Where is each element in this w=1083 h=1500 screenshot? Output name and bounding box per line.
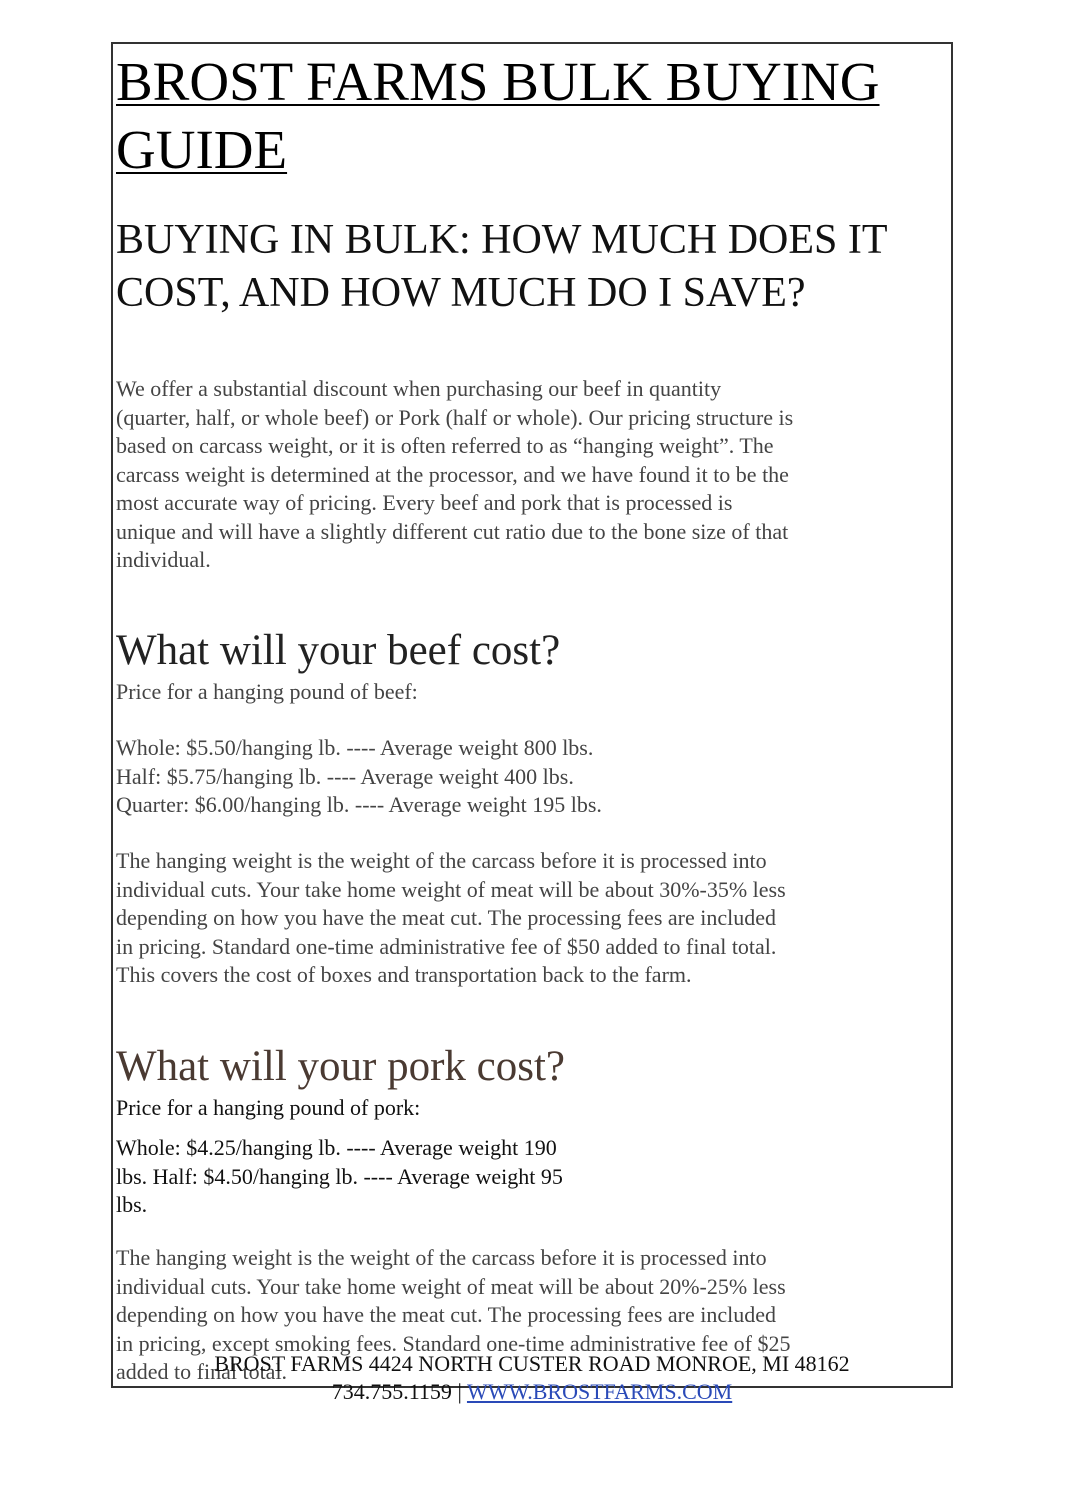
beef-note-line: individual cuts. Your take home weight of meat will be about 30%-35% less: [116, 876, 786, 902]
intro-line: most accurate way of pricing. Every beef and pork that is processed is: [116, 490, 733, 515]
beef-note-line: The hanging weight is the weight of the carcass before it is processed into: [116, 848, 767, 873]
pork-price-line: lbs. Half: $4.50/hanging lb. ---- Average weight 95: [116, 1163, 563, 1189]
intro-line: (quarter, half, or whole beef) or Pork (half or whole). Our pricing structure is: [116, 404, 794, 430]
pork-price-list: [116, 1134, 896, 1220]
pork-price-line: Whole: $4.25/hanging lb. ---- Average weight 190: [116, 1135, 557, 1160]
pork-note-line: individual cuts. Your take home weight of meat will be about 20%-25% less: [116, 1273, 786, 1299]
section-subtitle: BUYING IN BULK: HOW MUCH DOES IT COST, AND HOW MUCH DO I SAVE?: [116, 217, 887, 316]
intro-line: individual.: [116, 547, 211, 572]
pork-heading: What will your pork cost?: [116, 1043, 566, 1090]
beef-price-half: Half: $5.75/hanging lb. ---- Average weight 400 lbs.: [116, 763, 574, 789]
intro-line: We offer a substantial discount when purchasing our beef in quantity: [116, 376, 722, 401]
beef-note-line: This covers the cost of boxes and transportation back to the farm.: [116, 962, 692, 987]
footer-separator: |: [457, 1379, 462, 1404]
beef-price-intro: Price for a hanging pound of beef:: [116, 679, 418, 704]
intro-line: unique and will have a slightly different cut ratio due to the bone size of that: [116, 518, 789, 544]
page-title: BROST FARMS BULK BUYING GUIDE: [116, 51, 880, 180]
beef-heading: What will your beef cost?: [116, 627, 561, 674]
website-link[interactable]: WWW.BROSTFARMS.COM: [466, 1379, 733, 1404]
beef-price-quarter: Quarter: $6.00/hanging lb. ---- Average weight 195 lbs.: [116, 792, 602, 817]
footer-contact: [111, 1378, 953, 1406]
footer-phone: 734.755.1159: [331, 1379, 452, 1404]
intro-line: based on carcass weight, or it is often referred to as “hanging weight”. The: [116, 433, 774, 458]
pork-note-line: added to final total.: [116, 1359, 288, 1384]
intro-paragraph: [116, 375, 896, 575]
beef-note-line: depending on how you have the meat cut. The processing fees are included: [116, 905, 776, 930]
pork-note-line: The hanging weight is the weight of the carcass before it is processed into: [116, 1245, 767, 1270]
pork-note-line: in pricing, except smoking fees. Standard one-time administrative fee of $25: [116, 1330, 791, 1356]
beef-price-whole: Whole: $5.50/hanging lb. ---- Average weight 800 lbs.: [116, 735, 594, 760]
pork-price-intro: Price for a hanging pound of pork:: [116, 1095, 421, 1120]
pork-note-line: depending on how you have the meat cut. The processing fees are included: [116, 1302, 776, 1327]
pork-price-line: lbs.: [116, 1192, 148, 1217]
intro-line: carcass weight is determined at the processor, and we have found it to be the: [116, 461, 789, 487]
beef-note-paragraph: [116, 847, 896, 990]
footer-address: BROST FARMS 4424 NORTH CUSTER ROAD MONROE, MI 48162: [214, 1351, 850, 1376]
beef-price-list: [116, 734, 896, 820]
beef-note-line: in pricing. Standard one-time administrative fee of $50 added to final total.: [116, 933, 777, 959]
